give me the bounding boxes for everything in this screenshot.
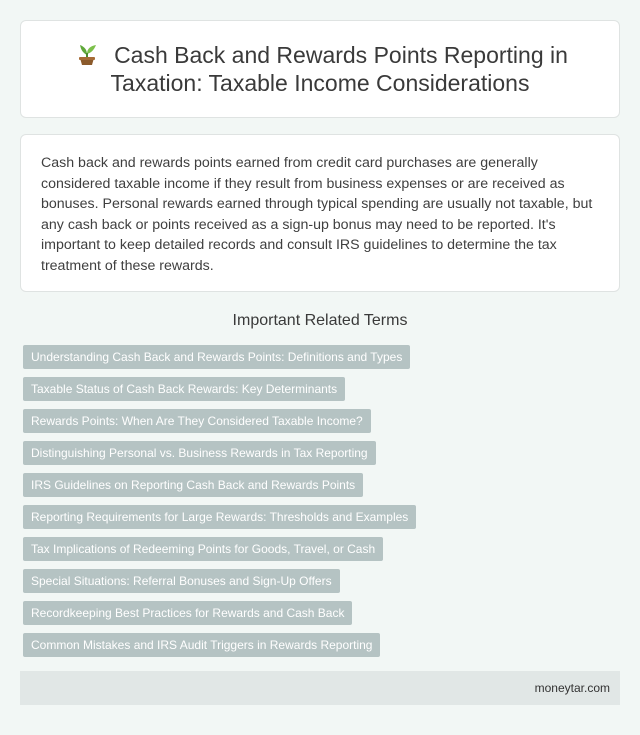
related-terms-heading: Important Related Terms [232, 312, 408, 329]
related-terms-list [23, 345, 416, 665]
sprout-icon [72, 43, 102, 65]
page-title-text: Cash Back and Rewards Points Reporting in Taxation: Taxable Income Considerations [110, 42, 568, 96]
related-term-tag[interactable]: Taxable Status of Cash Back Rewards: Key Determinants [23, 377, 345, 401]
related-term-tag[interactable]: Special Situations: Referral Bonuses and Sign-Up Offers [23, 569, 340, 593]
footer-site-link[interactable]: moneytar.com [534, 681, 610, 695]
related-term-tag[interactable]: Tax Implications of Redeeming Points for Goods, Travel, or Cash [23, 537, 383, 561]
list-item [23, 601, 416, 625]
related-term-tag[interactable]: Reporting Requirements for Large Rewards: Thresholds and Examples [23, 505, 416, 529]
related-term-tag[interactable]: Common Mistakes and IRS Audit Triggers in Rewards Reporting [23, 633, 380, 657]
list-item [23, 345, 416, 369]
related-term-tag[interactable]: Rewards Points: When Are They Considered Taxable Income? [23, 409, 371, 433]
list-item [23, 569, 416, 593]
list-item [23, 441, 416, 465]
intro-card [20, 134, 620, 292]
footer [20, 671, 620, 705]
list-item [23, 537, 416, 561]
page-title [51, 41, 589, 97]
list-item [23, 505, 416, 529]
list-item [23, 473, 416, 497]
list-item [23, 409, 416, 433]
intro-paragraph: Cash back and rewards points earned from credit card purchases are generally considered taxable income if they result from business expenses or are received as bonuses. Personal rewards earned through typical spending are usually not taxable, but any cash back or points received as a sign-up bonus may need to be reported. It's important to keep detailed records and consult IRS guidelines to determine the tax treatment of these rewards. [41, 155, 593, 274]
related-term-tag[interactable]: Recordkeeping Best Practices for Rewards and Cash Back [23, 601, 352, 625]
title-card [20, 20, 620, 118]
related-term-tag[interactable]: Distinguishing Personal vs. Business Rewards in Tax Reporting [23, 441, 376, 465]
related-term-tag[interactable]: Understanding Cash Back and Rewards Points: Definitions and Types [23, 345, 410, 369]
related-term-tag[interactable]: IRS Guidelines on Reporting Cash Back and Rewards Points [23, 473, 363, 497]
list-item [23, 377, 416, 401]
list-item [23, 633, 416, 657]
